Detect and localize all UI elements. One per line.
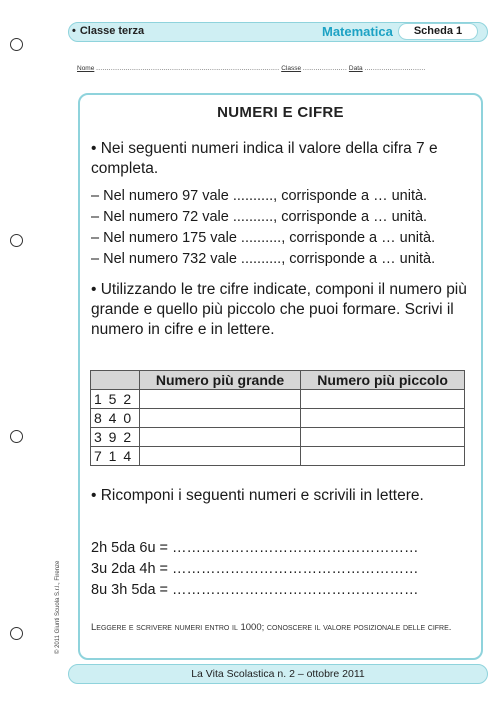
worksheet-title: NUMERI E CIFRE <box>217 104 344 121</box>
smallest-answer-cell[interactable] <box>301 409 465 428</box>
name-field[interactable]: ....................................................................................... <box>96 65 280 72</box>
exercise1-line[interactable]: – Nel numero 732 vale .........., corrisponde a … unità. <box>91 251 436 267</box>
table-header-empty <box>91 371 140 390</box>
class-field[interactable]: ..................... <box>302 65 348 72</box>
table-row <box>91 447 465 466</box>
exercise1-line[interactable]: – Nel numero 97 vale .........., corrisponde a … unità. <box>91 188 428 204</box>
copyright-credit: © 2011 Giunti Scuola S.r.l., Firenze <box>55 560 61 654</box>
learning-objective-note: Leggere e scrivere numeri entro il 1000; conoscere il valore posizionale delle cifre. <box>91 622 452 633</box>
date-label: Data <box>348 65 363 72</box>
exercise3-instruction: • Ricomponi i seguenti numeri e scrivili in lettere. <box>91 487 424 504</box>
class-label: • Classe terza <box>72 25 145 37</box>
table-header-smallest: Numero più piccolo <box>301 371 465 390</box>
table-row <box>91 390 465 409</box>
digits-cell: 3 9 2 <box>91 428 140 447</box>
exercise3-line[interactable]: 8u 3h 5da = …………………………………………… <box>91 582 419 598</box>
date-field[interactable]: ............................. <box>364 65 426 72</box>
exercise3-line[interactable]: 3u 2da 4h = …………………………………………… <box>91 561 419 577</box>
table-row <box>91 409 465 428</box>
exercise1-line[interactable]: – Nel numero 175 vale .........., corrisponde a … unità. <box>91 230 436 246</box>
student-fields <box>77 65 426 72</box>
exercise1-line[interactable]: – Nel numero 72 vale .........., corrisponde a … unità. <box>91 209 428 225</box>
largest-answer-cell[interactable] <box>140 447 301 466</box>
largest-answer-cell[interactable] <box>140 428 301 447</box>
table-row <box>91 428 465 447</box>
subject-title: Matematica <box>322 24 393 39</box>
smallest-answer-cell[interactable] <box>301 447 465 466</box>
digits-cell: 8 4 0 <box>91 409 140 428</box>
exercise1-instruction: • Nei seguenti numeri indica il valore della cifra 7 e completa. <box>91 140 438 177</box>
binder-hole <box>10 627 23 640</box>
binder-hole <box>10 430 23 443</box>
digits-cell: 7 1 4 <box>91 447 140 466</box>
exercise3-line[interactable]: 2h 5da 6u = …………………………………………… <box>91 540 419 556</box>
smallest-answer-cell[interactable] <box>301 390 465 409</box>
name-label: Nome <box>77 65 95 72</box>
footer-bar: La Vita Scolastica n. 2 – ottobre 2011 <box>68 664 488 684</box>
binder-hole <box>10 38 23 51</box>
smallest-answer-cell[interactable] <box>301 428 465 447</box>
table-header-largest: Numero più grande <box>140 371 301 390</box>
exercise2-instruction: • Utilizzando le tre cifre indicate, componi il numero più grande e quello più piccolo che puoi formare. Scrivi il numero in cifre e in lettere. <box>91 281 467 338</box>
class-field-label: Classe <box>281 65 302 72</box>
digits-cell: 1 5 2 <box>91 390 140 409</box>
binder-hole <box>10 234 23 247</box>
sheet-badge: Scheda 1 <box>398 23 478 40</box>
largest-answer-cell[interactable] <box>140 409 301 428</box>
largest-answer-cell[interactable] <box>140 390 301 409</box>
digits-table <box>90 370 465 466</box>
table-header-row <box>91 371 465 390</box>
